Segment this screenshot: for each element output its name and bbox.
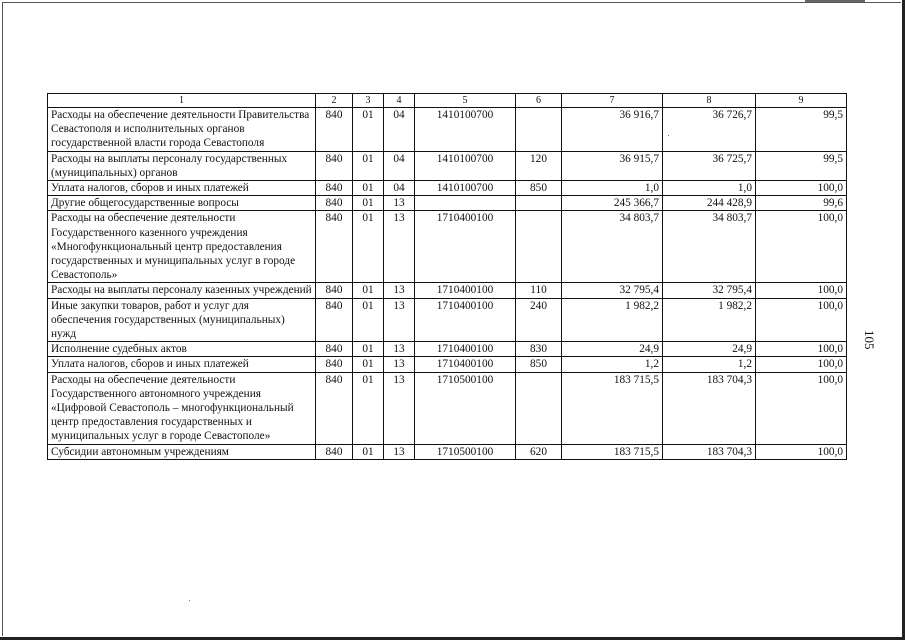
table-row	[48, 372, 847, 444]
amount-cell: 244 428,9	[663, 196, 756, 211]
subsection-cell: 13	[384, 372, 415, 444]
row-name-cell: Расходы на обеспечение деятельности Государственного автономного учреждения «Цифровой Севастополь – многофункциональный центр предоставления государственных и муниципальных услуг в городе Севастополе»	[48, 372, 316, 444]
code-cell: 840	[316, 444, 353, 459]
table-row	[48, 444, 847, 459]
target-article-cell: 1710400100	[415, 283, 516, 298]
expense-type-cell	[516, 196, 562, 211]
subsection-cell: 13	[384, 211, 415, 283]
target-article-cell	[415, 196, 516, 211]
percent-cell: 100,0	[756, 181, 847, 196]
subsection-cell: 13	[384, 357, 415, 372]
amount-cell: 24,9	[663, 342, 756, 357]
code-cell: 840	[316, 196, 353, 211]
expense-type-cell	[516, 372, 562, 444]
row-name-cell: Исполнение судебных актов	[48, 342, 316, 357]
column-header: 1	[48, 94, 316, 108]
section-cell: 01	[353, 444, 384, 459]
expense-type-cell	[516, 211, 562, 283]
column-header: 2	[316, 94, 353, 108]
percent-cell: 99,6	[756, 196, 847, 211]
amount-cell: 36 725,7	[663, 151, 756, 180]
amount-cell: 1 982,2	[562, 298, 663, 342]
code-cell: 840	[316, 357, 353, 372]
column-header: 8	[663, 94, 756, 108]
percent-cell: 100,0	[756, 372, 847, 444]
section-cell: 01	[353, 357, 384, 372]
target-article-cell: 1710500100	[415, 372, 516, 444]
code-cell: 840	[316, 108, 353, 152]
amount-cell: 24,9	[562, 342, 663, 357]
amount-cell: 36 915,7	[562, 151, 663, 180]
column-header: 5	[415, 94, 516, 108]
section-cell: 01	[353, 372, 384, 444]
target-article-cell: 1710400100	[415, 298, 516, 342]
row-name-cell: Субсидии автономным учреждениям	[48, 444, 316, 459]
row-name-cell: Уплата налогов, сборов и иных платежей	[48, 357, 316, 372]
table-row	[48, 283, 847, 298]
percent-cell: 99,5	[756, 108, 847, 152]
column-header: 6	[516, 94, 562, 108]
target-article-cell: 1710500100	[415, 444, 516, 459]
table-row	[48, 151, 847, 180]
expense-type-cell	[516, 108, 562, 152]
expense-type-cell: 120	[516, 151, 562, 180]
header-row	[48, 94, 847, 108]
expense-type-cell: 110	[516, 283, 562, 298]
table-row	[48, 196, 847, 211]
amount-cell: 34 803,7	[562, 211, 663, 283]
amount-cell: 183 704,3	[663, 444, 756, 459]
expense-type-cell: 830	[516, 342, 562, 357]
section-cell: 01	[353, 181, 384, 196]
amount-cell: 1,0	[663, 181, 756, 196]
column-header: 3	[353, 94, 384, 108]
expense-type-cell: 850	[516, 181, 562, 196]
target-article-cell: 1710400100	[415, 342, 516, 357]
target-article-cell: 1410100700	[415, 181, 516, 196]
section-cell: 01	[353, 151, 384, 180]
scan-speck	[189, 600, 190, 601]
table-row	[48, 357, 847, 372]
subsection-cell: 04	[384, 108, 415, 152]
row-name-cell: Расходы на выплаты персоналу казенных учреждений	[48, 283, 316, 298]
row-name-cell: Расходы на обеспечение деятельности Государственного казенного учреждения «Многофункциональный центр предоставления государственных и муниципальных услуг в городе Севастополь»	[48, 211, 316, 283]
amount-cell: 1 982,2	[663, 298, 756, 342]
section-cell: 01	[353, 196, 384, 211]
code-cell: 840	[316, 298, 353, 342]
section-cell: 01	[353, 211, 384, 283]
table-row	[48, 211, 847, 283]
amount-cell: 245 366,7	[562, 196, 663, 211]
target-article-cell: 1410100700	[415, 151, 516, 180]
amount-cell: 32 795,4	[562, 283, 663, 298]
code-cell: 840	[316, 211, 353, 283]
subsection-cell: 13	[384, 342, 415, 357]
amount-cell: 183 704,3	[663, 372, 756, 444]
column-header: 9	[756, 94, 847, 108]
code-cell: 840	[316, 342, 353, 357]
code-cell: 840	[316, 181, 353, 196]
code-cell: 840	[316, 283, 353, 298]
percent-cell: 99,5	[756, 151, 847, 180]
expense-type-cell: 850	[516, 357, 562, 372]
amount-cell: 34 803,7	[663, 211, 756, 283]
percent-cell: 100,0	[756, 211, 847, 283]
table-row	[48, 342, 847, 357]
amount-cell: 36 726,7	[663, 108, 756, 152]
code-cell: 840	[316, 372, 353, 444]
column-header: 7	[562, 94, 663, 108]
page-number: 105	[862, 330, 877, 350]
row-name-cell: Другие общегосударственные вопросы	[48, 196, 316, 211]
table-row	[48, 181, 847, 196]
amount-cell: 1,2	[663, 357, 756, 372]
expense-type-cell: 240	[516, 298, 562, 342]
percent-cell: 100,0	[756, 298, 847, 342]
section-cell: 01	[353, 298, 384, 342]
subsection-cell: 13	[384, 298, 415, 342]
target-article-cell: 1410100700	[415, 108, 516, 152]
target-article-cell: 1710400100	[415, 211, 516, 283]
percent-cell: 100,0	[756, 357, 847, 372]
subsection-cell: 04	[384, 181, 415, 196]
amount-cell: 1,2	[562, 357, 663, 372]
expense-type-cell: 620	[516, 444, 562, 459]
scan-mark-top	[805, 0, 865, 2]
amount-cell: 1,0	[562, 181, 663, 196]
percent-cell: 100,0	[756, 283, 847, 298]
table-row	[48, 298, 847, 342]
percent-cell: 100,0	[756, 342, 847, 357]
row-name-cell: Расходы на обеспечение деятельности Правительства Севастополя и исполнительных органов государственной власти города Севастополя	[48, 108, 316, 152]
section-cell: 01	[353, 108, 384, 152]
subsection-cell: 13	[384, 196, 415, 211]
column-header: 4	[384, 94, 415, 108]
code-cell: 840	[316, 151, 353, 180]
amount-cell: 36 916,7	[562, 108, 663, 152]
amount-cell: 183 715,5	[562, 444, 663, 459]
subsection-cell: 04	[384, 151, 415, 180]
row-name-cell: Иные закупки товаров, работ и услуг для обеспечения государственных (муниципальных) нужд	[48, 298, 316, 342]
amount-cell: 32 795,4	[663, 283, 756, 298]
row-name-cell: Расходы на выплаты персоналу государственных (муниципальных) органов	[48, 151, 316, 180]
table-row	[48, 108, 847, 152]
percent-cell: 100,0	[756, 444, 847, 459]
row-name-cell: Уплата налогов, сборов и иных платежей	[48, 181, 316, 196]
section-cell: 01	[353, 342, 384, 357]
subsection-cell: 13	[384, 283, 415, 298]
section-cell: 01	[353, 283, 384, 298]
budget-table	[47, 93, 847, 460]
target-article-cell: 1710400100	[415, 357, 516, 372]
amount-cell: 183 715,5	[562, 372, 663, 444]
subsection-cell: 13	[384, 444, 415, 459]
